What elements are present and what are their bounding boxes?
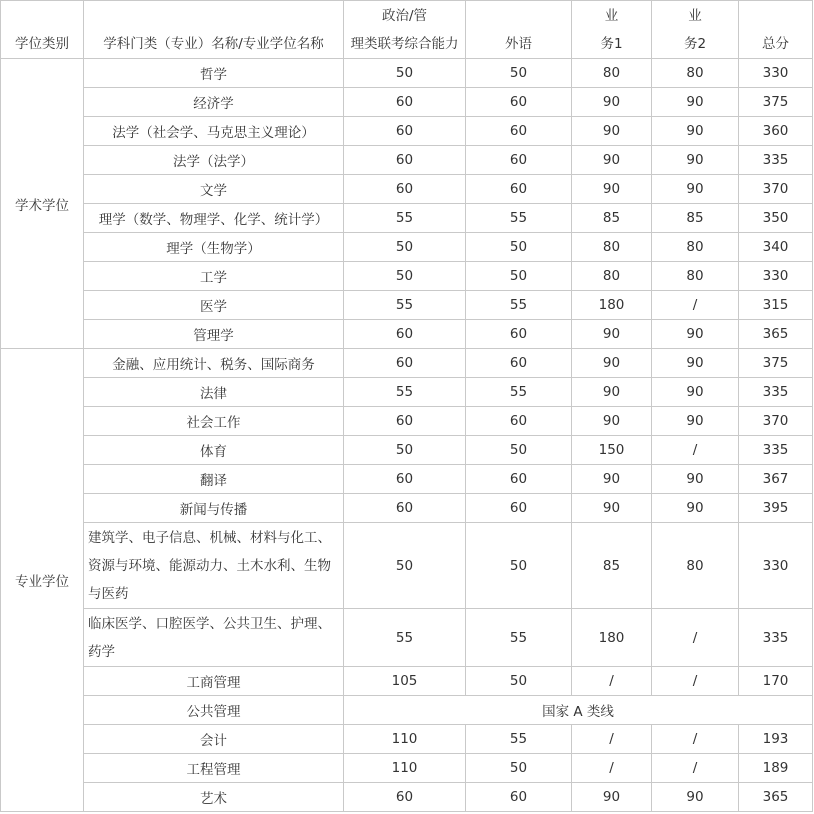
discipline-name: [84, 609, 344, 667]
score-biz1: 180: [572, 291, 652, 320]
table-row: [1, 407, 813, 436]
discipline-name: 文学: [84, 175, 344, 204]
score-biz1: 90: [572, 494, 652, 523]
header-category: 学位类别: [1, 1, 84, 59]
score-foreign: 55: [466, 378, 572, 407]
discipline-name: 经济学: [84, 88, 344, 117]
score-total: 375: [739, 88, 813, 117]
score-biz1: 80: [572, 233, 652, 262]
score-politics: 50: [344, 523, 466, 609]
header-biz2: 业 务2: [652, 1, 739, 59]
score-foreign: 50: [466, 667, 572, 696]
discipline-name: 管理学: [84, 320, 344, 349]
table-row: [1, 783, 813, 812]
score-total: 375: [739, 349, 813, 378]
score-foreign: 55: [466, 725, 572, 754]
score-foreign: 50: [466, 233, 572, 262]
score-biz2: 90: [652, 494, 739, 523]
discipline-name-line: 与医药: [88, 585, 129, 602]
score-foreign: 60: [466, 320, 572, 349]
score-foreign: 50: [466, 262, 572, 291]
score-foreign: 55: [466, 204, 572, 233]
score-biz1: 90: [572, 175, 652, 204]
score-biz2: /: [652, 609, 739, 667]
discipline-name: 工商管理: [84, 667, 344, 696]
score-foreign: 60: [466, 349, 572, 378]
score-biz1: 85: [572, 523, 652, 609]
table-row: [1, 378, 813, 407]
score-politics: 60: [344, 494, 466, 523]
score-foreign: 50: [466, 754, 572, 783]
table-row: [1, 88, 813, 117]
discipline-name: 医学: [84, 291, 344, 320]
table-row: [1, 609, 813, 667]
score-foreign: 55: [466, 609, 572, 667]
score-total: 370: [739, 175, 813, 204]
score-biz2: 90: [652, 320, 739, 349]
score-foreign: 50: [466, 436, 572, 465]
discipline-name: 法学（法学）: [84, 146, 344, 175]
table-row: [1, 725, 813, 754]
score-politics: 55: [344, 378, 466, 407]
score-biz2: 90: [652, 175, 739, 204]
discipline-name: 工学: [84, 262, 344, 291]
score-foreign: 60: [466, 146, 572, 175]
table-row: [1, 494, 813, 523]
score-biz2: 80: [652, 59, 739, 88]
discipline-name: 公共管理: [84, 696, 344, 725]
score-total: 335: [739, 609, 813, 667]
score-total: 340: [739, 233, 813, 262]
table-row: [1, 696, 813, 725]
score-biz2: 80: [652, 523, 739, 609]
score-biz2: 80: [652, 233, 739, 262]
score-politics: 60: [344, 407, 466, 436]
score-politics: 110: [344, 754, 466, 783]
score-total: 365: [739, 320, 813, 349]
discipline-name: [84, 523, 344, 609]
table-row: [1, 291, 813, 320]
score-biz2: /: [652, 667, 739, 696]
score-politics: 50: [344, 233, 466, 262]
score-biz1: 90: [572, 146, 652, 175]
score-biz1: 180: [572, 609, 652, 667]
score-politics: 105: [344, 667, 466, 696]
table-row: [1, 667, 813, 696]
degree-category: 学术学位: [1, 59, 84, 349]
score-total: 189: [739, 754, 813, 783]
header-foreign: 外语: [466, 1, 572, 59]
score-biz1: 150: [572, 436, 652, 465]
discipline-name-line: 资源与环境、能源动力、土木水利、生物: [88, 557, 331, 574]
header-biz1: 业 务1: [572, 1, 652, 59]
score-total: 330: [739, 59, 813, 88]
score-foreign: 60: [466, 494, 572, 523]
discipline-name-line: 建筑学、电子信息、机械、材料与化工、: [88, 529, 331, 546]
table-row: [1, 146, 813, 175]
score-biz1: 85: [572, 204, 652, 233]
table-row: [1, 204, 813, 233]
header-politics: 政治/管 理类联考综合能力: [344, 1, 466, 59]
score-foreign: 60: [466, 465, 572, 494]
score-biz2: 90: [652, 465, 739, 494]
score-biz2: /: [652, 436, 739, 465]
score-biz2: 80: [652, 262, 739, 291]
score-biz1: 90: [572, 378, 652, 407]
score-foreign: 60: [466, 783, 572, 812]
header-row: [1, 1, 813, 59]
score-biz2: 90: [652, 378, 739, 407]
discipline-name: 哲学: [84, 59, 344, 88]
header-name: 学科门类（专业）名称/专业学位名称: [84, 1, 344, 59]
score-total: 335: [739, 436, 813, 465]
score-politics: 60: [344, 349, 466, 378]
merged-note: 国家 A 类线: [344, 696, 813, 725]
table-row: [1, 523, 813, 609]
score-politics: 55: [344, 609, 466, 667]
score-biz2: 90: [652, 146, 739, 175]
score-biz1: 80: [572, 262, 652, 291]
score-biz2: /: [652, 754, 739, 783]
discipline-name: 艺术: [84, 783, 344, 812]
score-total: 365: [739, 783, 813, 812]
score-total: 315: [739, 291, 813, 320]
discipline-name: 工程管理: [84, 754, 344, 783]
score-biz1: 90: [572, 407, 652, 436]
table-row: [1, 436, 813, 465]
score-politics: 60: [344, 117, 466, 146]
discipline-name-line: 临床医学、口腔医学、公共卫生、护理、: [88, 615, 331, 632]
discipline-name-line: 药学: [88, 643, 115, 660]
score-politics: 50: [344, 436, 466, 465]
score-biz1: /: [572, 754, 652, 783]
score-foreign: 55: [466, 291, 572, 320]
table-row: [1, 117, 813, 146]
score-politics: 60: [344, 175, 466, 204]
score-politics: 60: [344, 88, 466, 117]
score-politics: 60: [344, 465, 466, 494]
score-politics: 55: [344, 291, 466, 320]
score-biz2: 90: [652, 407, 739, 436]
table-row: [1, 233, 813, 262]
score-politics: 50: [344, 262, 466, 291]
discipline-name: 法律: [84, 378, 344, 407]
discipline-name: 新闻与传播: [84, 494, 344, 523]
score-total: 330: [739, 262, 813, 291]
table-row: [1, 320, 813, 349]
score-politics: 50: [344, 59, 466, 88]
header-total: 总分: [739, 1, 813, 59]
score-foreign: 60: [466, 117, 572, 146]
score-biz2: /: [652, 725, 739, 754]
discipline-name: 理学（数学、物理学、化学、统计学）: [84, 204, 344, 233]
score-biz1: 90: [572, 349, 652, 378]
score-biz2: 90: [652, 349, 739, 378]
score-foreign: 60: [466, 407, 572, 436]
score-total: 367: [739, 465, 813, 494]
score-foreign: 50: [466, 523, 572, 609]
score-biz2: 90: [652, 783, 739, 812]
discipline-name: 理学（生物学）: [84, 233, 344, 262]
discipline-name: 体育: [84, 436, 344, 465]
score-total: 370: [739, 407, 813, 436]
score-total: 360: [739, 117, 813, 146]
score-biz1: /: [572, 725, 652, 754]
score-politics: 60: [344, 783, 466, 812]
table-row: [1, 349, 813, 378]
discipline-name: 会计: [84, 725, 344, 754]
score-biz1: 80: [572, 59, 652, 88]
discipline-name: 金融、应用统计、税务、国际商务: [84, 349, 344, 378]
score-biz2: 90: [652, 88, 739, 117]
score-biz1: 90: [572, 465, 652, 494]
score-total: 335: [739, 146, 813, 175]
score-total: 330: [739, 523, 813, 609]
score-foreign: 60: [466, 88, 572, 117]
score-politics: 110: [344, 725, 466, 754]
score-total: 350: [739, 204, 813, 233]
score-foreign: 50: [466, 59, 572, 88]
score-total: 170: [739, 667, 813, 696]
discipline-name: 社会工作: [84, 407, 344, 436]
score-biz2: 90: [652, 117, 739, 146]
score-politics: 60: [344, 320, 466, 349]
score-total: 395: [739, 494, 813, 523]
score-biz1: /: [572, 667, 652, 696]
score-total: 193: [739, 725, 813, 754]
table-row: [1, 175, 813, 204]
score-total: 335: [739, 378, 813, 407]
score-foreign: 60: [466, 175, 572, 204]
table-row: [1, 59, 813, 88]
degree-category: 专业学位: [1, 349, 84, 812]
table-row: [1, 754, 813, 783]
table-row: [1, 465, 813, 494]
score-politics: 55: [344, 204, 466, 233]
discipline-name: 法学（社会学、马克思主义理论）: [84, 117, 344, 146]
discipline-name: 翻译: [84, 465, 344, 494]
score-biz1: 90: [572, 88, 652, 117]
score-politics: 60: [344, 146, 466, 175]
score-biz2: /: [652, 291, 739, 320]
score-biz1: 90: [572, 117, 652, 146]
table-row: [1, 262, 813, 291]
score-biz1: 90: [572, 783, 652, 812]
score-biz1: 90: [572, 320, 652, 349]
score-biz2: 85: [652, 204, 739, 233]
